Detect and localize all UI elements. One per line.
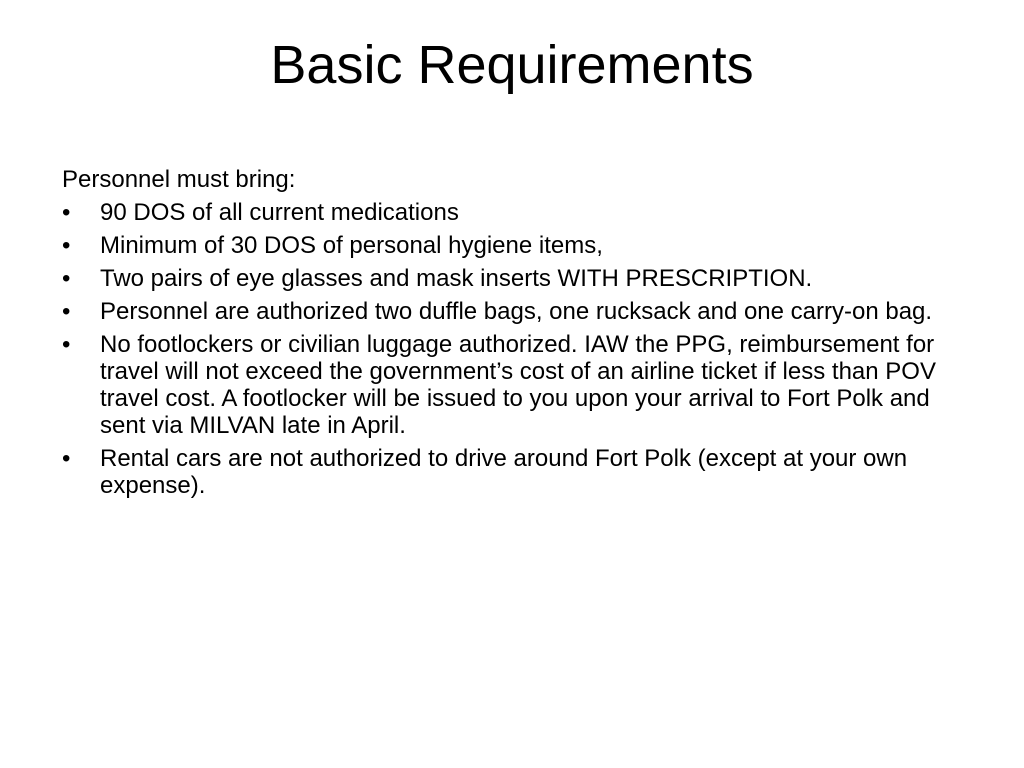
bullet-text: Rental cars are not authorized to drive around Fort Polk (except at your own expense).: [100, 445, 908, 499]
bullet-text: Two pairs of eye glasses and mask inserts WITH PRESCRIPTION.: [100, 265, 813, 292]
bullet-marker: •: [62, 265, 71, 292]
bullet-text: 90 DOS of all current medications: [100, 199, 459, 226]
bullet-marker: •: [62, 199, 71, 226]
bullet-marker: •: [62, 232, 71, 259]
bullet-item: [62, 298, 962, 325]
bullet-marker: •: [62, 331, 71, 358]
bullet-item: [62, 331, 962, 439]
bullet-text: Personnel are authorized two duffle bags, one rucksack and one carry-on bag.: [100, 298, 933, 325]
bullet-text: No footlockers or civilian luggage authorized. IAW the PPG, reimbursement for travel will not exceed the government’s cost of an airline ticket if less than POV travel cost. A footlocker will be issued to you upon your arrival to Fort Polk and sent via MILVAN late in April.: [100, 331, 936, 439]
bullet-item: [62, 199, 962, 226]
bullet-list: [62, 199, 962, 499]
slide-body: [62, 166, 962, 505]
intro-text: Personnel must bring:: [62, 166, 296, 193]
bullet-item: [62, 265, 962, 292]
bullet-text: Minimum of 30 DOS of personal hygiene items,: [100, 232, 603, 259]
bullet-marker: •: [62, 445, 71, 472]
bullet-item: [62, 445, 962, 499]
bullet-marker: •: [62, 298, 71, 325]
bullet-item: [62, 232, 962, 259]
slide-title: Basic Requirements: [270, 35, 754, 95]
